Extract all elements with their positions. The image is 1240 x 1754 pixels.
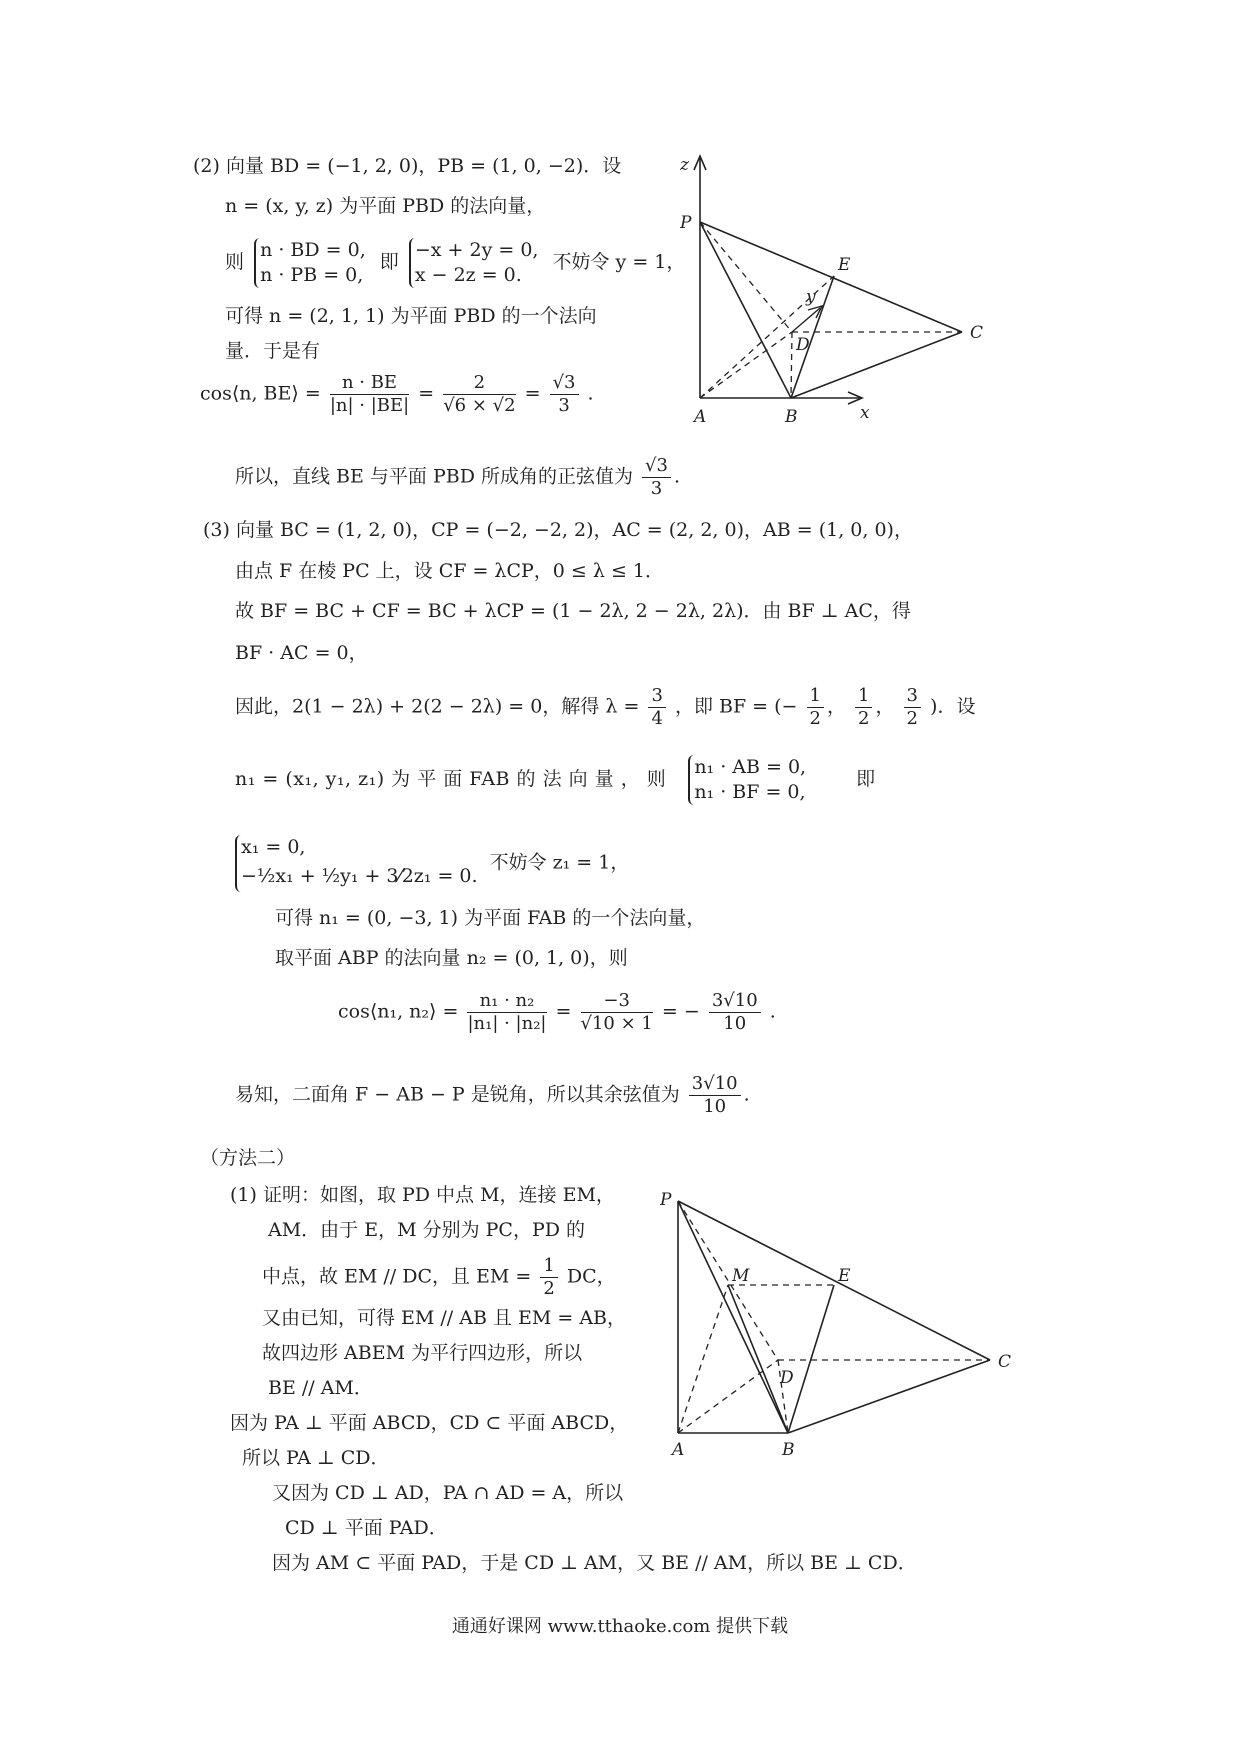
part3-cos-formula: cos⟨n₁, n₂⟩ = $\frac{\text{n₁ · n₂}}{\text{|n₁| · |n₂|}}$ = $\frac{-3}{√10 \times 1}$ = − $\frac{3√10}{10}$ . xyxy=(338,990,776,1034)
sys1-eq2: n · PB = 0, xyxy=(260,264,364,286)
part2-conclusion: 所以，直线 BE 与平面 PBD 所成角的正弦值为 $\frac{√3}{3}$ . xyxy=(235,455,680,499)
method2-l10: CD ⊥ 平面 PAD． xyxy=(285,1517,448,1539)
sys2-eq1: −x + 2y = 0, xyxy=(414,239,539,261)
l5-sep1: ， xyxy=(826,695,846,718)
method2-l9: 又因为 CD ⊥ AD，PA ∩ AD = A，所以 xyxy=(272,1482,624,1504)
part3-l9: 取平面 ABP 的法向量 n₂ = (0, 1, 0)，则 xyxy=(275,947,628,969)
method2-title: （方法二） xyxy=(200,1147,296,1169)
l6-system xyxy=(688,755,806,805)
cos3-frac2 xyxy=(581,990,653,1035)
edge-PB xyxy=(700,222,791,398)
frac-den: |n₁| · |n₂| xyxy=(467,1013,547,1034)
method2-l6: BE // AM． xyxy=(268,1377,373,1399)
method2-l11: 因为 AM ⊂ 平面 PAD，于是 CD ⊥ AM，又 BE // AM，所以 BE ⊥ CD． xyxy=(272,1552,917,1574)
lambda-frac xyxy=(648,685,665,730)
l7-system xyxy=(235,835,478,892)
part2-line2: n = (x, y, z) 为平面 PBD 的法向量， xyxy=(225,195,546,217)
edge-BE xyxy=(788,1285,834,1433)
part2-system1 xyxy=(254,238,366,288)
part3-l7 xyxy=(235,835,629,892)
edge-PD xyxy=(678,1201,778,1360)
m2-l3b: DC， xyxy=(566,1265,616,1288)
edge-PD xyxy=(700,222,792,332)
label-E: E xyxy=(838,255,851,275)
part2-line4: 可得 n = (2, 1, 1) 为平面 PBD 的一个法向 xyxy=(225,305,597,327)
l5-text-d: )．设 xyxy=(930,695,976,718)
figure-2-pyramid xyxy=(660,1185,1020,1460)
label-C: C xyxy=(998,1352,1012,1372)
m2-l3a: 中点，故 EM // DC，且 EM = xyxy=(262,1265,532,1288)
frac-num: 3 xyxy=(904,685,921,708)
part3-l4: BF · AC = 0， xyxy=(235,642,368,664)
frac-den: 10 xyxy=(703,1096,727,1117)
concl3-text: 易知，二面角 F − AB − P 是锐角，所以其余弦值为 xyxy=(235,1083,680,1106)
cos-lhs: cos⟨n, BE⟩ = xyxy=(200,382,321,405)
cos-frac2 xyxy=(443,372,515,417)
frac-num: −3 xyxy=(581,990,653,1013)
label-A: A xyxy=(694,407,707,427)
method2-l4: 又由已知，可得 EM // AB 且 EM = AB， xyxy=(262,1307,627,1329)
frac-den: 3 xyxy=(650,478,663,499)
label-B: B xyxy=(785,407,798,427)
l7-eq1: x₁ = 0, xyxy=(241,836,306,858)
part2-line1: (2) 向量 BD = (−1, 2, 0)，PB = (1, 0, −2)．设 xyxy=(193,155,622,177)
edge-AD xyxy=(700,332,792,398)
label-P: P xyxy=(660,1190,672,1210)
l5-sep2: ， xyxy=(875,695,895,718)
bf-frac3 xyxy=(904,685,921,730)
frac-den: 2 xyxy=(858,708,870,729)
half-frac xyxy=(540,1255,557,1300)
label-z: z xyxy=(680,155,689,175)
part2-line3 xyxy=(225,238,685,288)
edge-PC xyxy=(700,222,962,332)
edge-PC xyxy=(678,1201,990,1360)
label-y: y xyxy=(806,287,816,307)
frac-den: |n| · |BE| xyxy=(329,395,410,416)
edge-BC xyxy=(791,332,962,398)
label-M: M xyxy=(732,1266,750,1286)
part3-l3: 故 BF = BC + CF = BC + λCP = (1 − 2λ, 2 − 2λ, 2λ)．由 BF ⊥ AC，得 xyxy=(235,600,911,622)
concl3-frac xyxy=(689,1073,741,1118)
frac-den: √10 × 1 xyxy=(580,1013,653,1034)
concl-frac xyxy=(642,455,671,500)
edge-AM xyxy=(678,1285,728,1433)
frac-den: 2 xyxy=(543,1278,555,1299)
l6-eq1: n₁ · AB = 0, xyxy=(694,756,807,778)
edge-MB xyxy=(728,1285,788,1433)
footer-text: 通通好课网 www.tthaoke.com 提供下载 xyxy=(451,1616,789,1637)
cos-frac3 xyxy=(550,372,579,417)
part3-l5 xyxy=(235,685,975,730)
frac-num: n₁ · n₂ xyxy=(467,990,546,1013)
edge-PB xyxy=(678,1201,788,1433)
frac-num: 3√10 xyxy=(689,1073,741,1096)
cos-lhs-3: cos⟨n₁, n₂⟩ = xyxy=(338,1000,459,1023)
frac-num: n · BE xyxy=(330,372,409,395)
frac-num: 1 xyxy=(855,685,872,708)
frac-den: 4 xyxy=(651,708,663,729)
part2-let: 不妨令 y = 1， xyxy=(552,251,686,273)
method2-l8: 所以 PA ⊥ CD． xyxy=(242,1447,390,1469)
frac-num: 2 xyxy=(443,372,515,395)
label-B: B xyxy=(782,1440,795,1460)
label-C: C xyxy=(970,323,984,343)
concl-text: 所以，直线 BE 与平面 PBD 所成角的正弦值为 xyxy=(235,465,633,488)
part3-l6 xyxy=(235,755,875,805)
part3-l1: (3) 向量 BC = (1, 2, 0)，CP = (−2, −2, 2)，AC = (2, 2, 0)，AB = (1, 0, 0)， xyxy=(203,519,913,541)
cos-frac1 xyxy=(330,372,409,417)
part3-l2: 由点 F 在棱 PC 上，设 CF = λCP，0 ≤ λ ≤ 1． xyxy=(235,560,665,582)
sys2-eq2: x − 2z = 0. xyxy=(414,264,522,286)
part2-then: 则 xyxy=(225,251,245,273)
frac-num: √3 xyxy=(550,372,579,395)
frac-den: 2 xyxy=(906,708,918,729)
part3-conclusion: 易知，二面角 F − AB − P 是锐角，所以其余弦值为 $\frac{3√10}{10}$ . xyxy=(235,1073,750,1117)
bf-frac2 xyxy=(855,685,872,730)
label-D: D xyxy=(796,335,810,355)
bf-frac1 xyxy=(807,685,824,730)
frac-num: 3√10 xyxy=(709,990,761,1013)
label-D: D xyxy=(780,1368,794,1388)
method2-l2: AM．由于 E，M 分别为 PC，PD 的 xyxy=(268,1219,585,1241)
part2-line5: 量．于是有 xyxy=(225,340,321,362)
method2-l7: 因为 PA ⊥ 平面 ABCD，CD ⊂ 平面 ABCD， xyxy=(230,1412,629,1434)
frac-den: √6 × √2 xyxy=(443,395,516,416)
cos3-frac3 xyxy=(709,990,761,1035)
part2-cos-formula: cos⟨n, BE⟩ = $\frac{n \cdot BE}{|n| \cdot |BE|}$ = $\frac{2}{√6 \times √2}$ = $\frac{√3}{3}$ . xyxy=(200,372,594,416)
l7-eq2: −½x₁ + ½y₁ + 3⁄2z₁ = 0. xyxy=(241,865,478,887)
part2-system2 xyxy=(409,238,539,288)
label-x: x xyxy=(860,403,870,423)
sys1-eq1: n · BD = 0, xyxy=(260,239,366,261)
edge-BC xyxy=(788,1360,990,1433)
l7-end: 不妨令 z₁ = 1， xyxy=(489,851,630,874)
l6-eq2: n₁ · BF = 0, xyxy=(694,781,806,803)
edge-DB xyxy=(791,332,792,398)
l6-end: 即 xyxy=(856,768,876,790)
label-P: P xyxy=(680,213,692,233)
frac-den: 2 xyxy=(809,708,821,729)
method2-l3 xyxy=(262,1255,616,1300)
frac-num: 1 xyxy=(807,685,824,708)
l6-text: n₁ = (x₁, y₁, z₁) 为 平 面 FAB 的 法 向 量 ， 则 xyxy=(235,768,667,790)
frac-num: √3 xyxy=(642,455,671,478)
l5-text-b: ，即 BF = (− xyxy=(674,695,798,718)
method2-l5: 故四边形 ABEM 为平行四边形，所以 xyxy=(262,1342,583,1364)
frac-num: 1 xyxy=(540,1255,557,1278)
method2-l1: (1) 证明：如图，取 PD 中点 M，连接 EM， xyxy=(230,1184,615,1206)
frac-num: 3 xyxy=(648,685,665,708)
frac-den: 3 xyxy=(558,395,570,416)
label-E: E xyxy=(838,1266,851,1286)
part2-ie: 即 xyxy=(379,251,399,273)
figure-1-coordinate-pyramid xyxy=(680,150,1010,430)
cos3-frac1 xyxy=(467,990,546,1035)
part3-l8: 可得 n₁ = (0, −3, 1) 为平面 FAB 的一个法向量， xyxy=(275,907,706,929)
l5-text-a: 因此，2(1 − 2λ) + 2(2 − 2λ) = 0，解得 λ = xyxy=(235,695,640,718)
frac-den: 10 xyxy=(723,1013,747,1034)
label-A: A xyxy=(672,1440,685,1460)
